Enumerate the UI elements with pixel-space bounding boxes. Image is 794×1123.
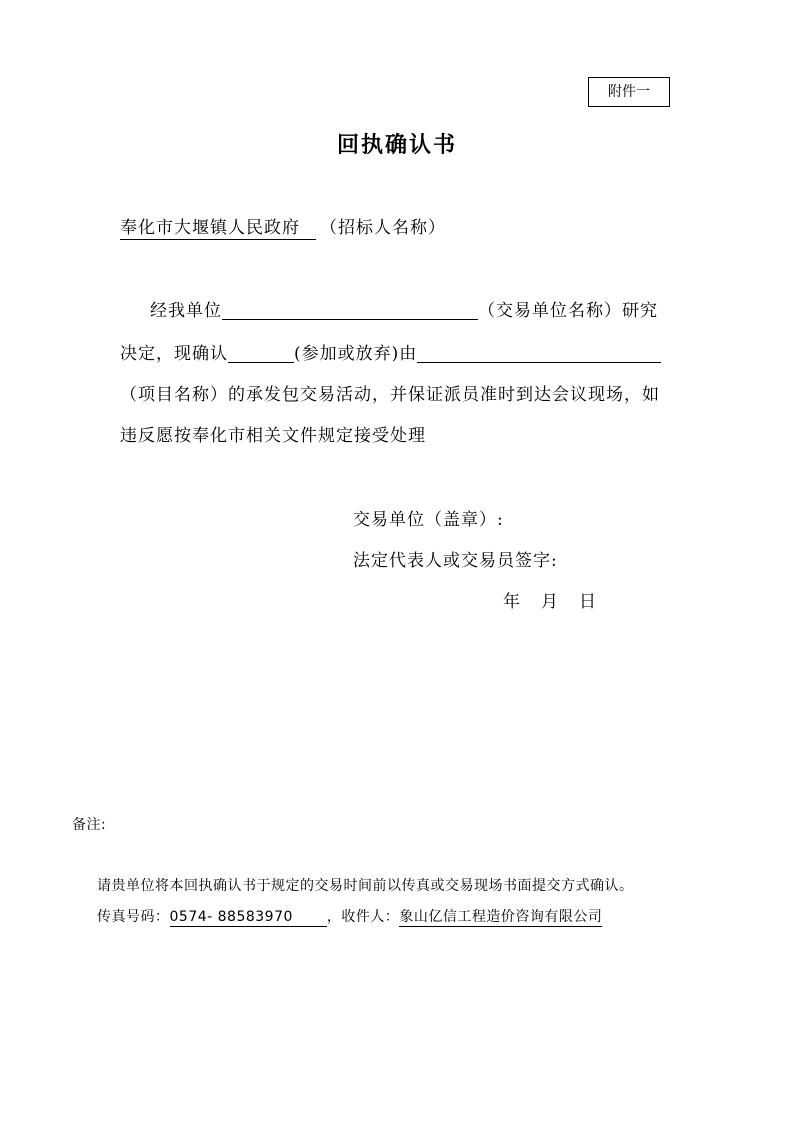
- recipient-name: 象山亿信工程造价咨询有限公司: [399, 909, 603, 925]
- date-year: 年: [503, 592, 521, 612]
- addressee-suffix: （招标人名称）: [320, 218, 446, 238]
- fax-label: 传真号码：: [97, 909, 170, 925]
- paragraph-line-2: [120, 339, 661, 364]
- recipient-label: ，收件人：: [326, 909, 400, 925]
- paragraph-line-1: [150, 296, 658, 321]
- project-name-blank: [417, 345, 661, 363]
- fax-number: 0574- 88583970: [170, 909, 327, 927]
- date-line: [503, 587, 597, 612]
- attachment-label: 附件一: [588, 77, 670, 107]
- unit-name-blank: [222, 302, 478, 320]
- paragraph-line-3: （项目名称）的承发包交易活动，并保证派员准时到达会议现场，如: [120, 385, 660, 405]
- date-month: 月: [541, 592, 559, 612]
- page-title: 回执确认书: [336, 132, 457, 158]
- representative-signature-label: 法定代表人或交易员签字:: [353, 551, 558, 571]
- unit-seal-label: 交易单位（盖章）:: [353, 510, 504, 530]
- line1-prefix: 经我单位: [150, 301, 222, 321]
- notes-label: 备注:: [72, 817, 107, 833]
- line2-middle: (参加或放弃)由: [294, 344, 418, 364]
- notes-fax-line: [97, 906, 602, 926]
- line1-suffix: （交易单位名称）研究: [478, 301, 658, 321]
- line2-prefix: 决定，现确认: [120, 344, 228, 364]
- decision-blank: [228, 345, 294, 363]
- addressee-name: 奉化市大堰镇人民政府: [120, 218, 316, 240]
- paragraph-line-4: 违反愿按奉化市相关文件规定接受处理: [120, 426, 426, 446]
- addressee-line: [120, 213, 446, 238]
- notes-line-1: 请贵单位将本回执确认书于规定的交易时间前以传真或交易现场书面提交方式确认。: [97, 878, 634, 894]
- date-day: 日: [579, 592, 597, 612]
